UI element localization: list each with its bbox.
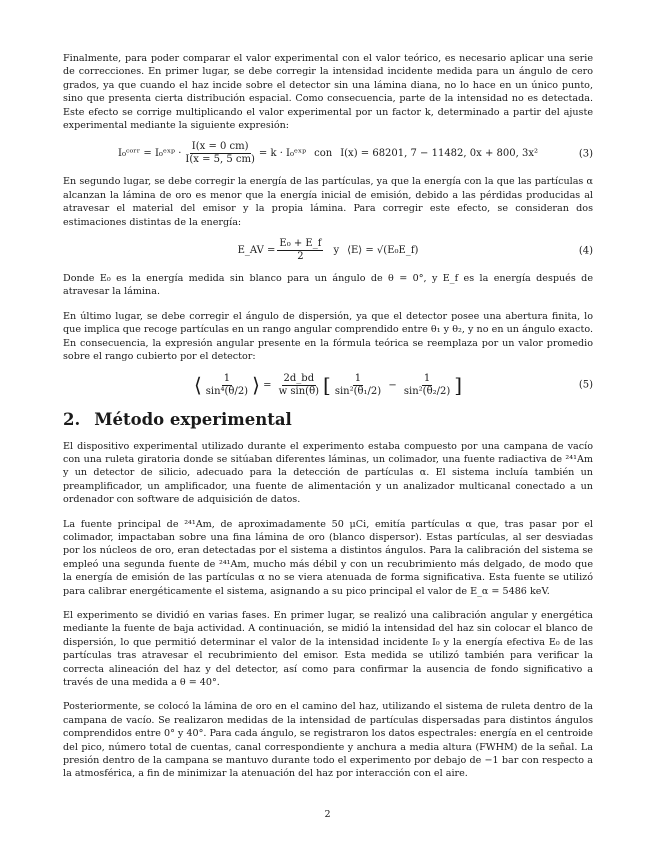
eq5-b-fraction: [402, 373, 452, 398]
eq5-left-denominator: sin⁴(θ/2): [205, 385, 249, 397]
paragraph-phases: El experimento se dividió en varias fases. En primer lugar, se realizó una calibración angular y energética mediante la fuente de baja actividad. A continuación, se midió la intensidad del haz sin colocar el blanco de dispersión, lo que permitió determinar el valor de la intensidad incidente I₀ y la energía efectiva E₀ de las partículas tras atravesar el recubrimiento del emisor. Esta medida se utilizó también para verificar la correcta alineación del haz y del detector, así como para confirmar la ausencia de fondo significativo a través de una medida a θ = 40°.: [63, 609, 593, 688]
paragraph-setup: El dispositivo experimental utilizado durante el experimento estaba compuesto por una campana de vacío con una ruleta giratoria donde se sitúaban diferentes láminas, un colimador, una fuente radiactiva de ²⁴¹Am y un detector de silicio, adecuado para la detección de partículas α. El sistema incluía también un preamplificador, un amplificador, una fuente de alimentación y un analizador multicanal conectado a un ordenador con software de adquisición de datos.: [63, 440, 593, 506]
eq5-mid-denominator: w sin(θ): [278, 385, 319, 397]
eq3-lhs: I₀ᶜᵒʳʳ = I₀ᵉˣᵖ ·: [118, 148, 182, 160]
paragraph-source: La fuente principal de ²⁴¹Am, de aproximadamente 50 μCi, emitía partículas α que, tras pasar por el colimador, impactaban sobre una fina lámina de oro (blanco dispersor). Estas partículas, al ser desviadas por los núcleos de oro, eran detectadas por el sistema a distintos ángulos. Para la calibración del sistema se empleó una segunda fuente de ²⁴¹Am, mucho más débil y con un recubrimiento más delgado, de modo que la energía de emisión de las partículas α no se viera atenuada de forma significativa. Esta fuente se utilizó para calibrar energéticamente el sistema, asignando a su pico principal el valor de E_α = 5486 keV.: [63, 518, 593, 597]
eq3-rhs: I(x) = 68201, 7 − 11482, 0x + 800, 3x²: [340, 148, 538, 160]
eq5-right-angle: ⟩: [252, 373, 260, 397]
eq4-fraction: [277, 238, 323, 263]
eq4-number: (4): [578, 245, 593, 257]
equation-3: [63, 141, 593, 166]
eq4-lhs: E_AV =: [237, 245, 276, 257]
paragraph-energy-correction: En segundo lugar, se debe corregir la energía de las partículas, ya que la energía con la que las partículas α alcanzan la lámina de oro es menor que la energía inicial de emisión, debido a las pérdidas producidas al atravesar el material del emisor y la propia lámina. Para corregir este efecto, se consideran dos estimaciones distintas de la energía:: [63, 176, 593, 228]
section-heading: [63, 410, 593, 429]
paragraph-gold-foil: Posteriormente, se colocó la lámina de oro en el camino del haz, utilizando el sistema de ruleta dentro de la campana de vacío. Se realizaron medidas de la intensidad de partículas dispersadas para distintos ángulos comprendidos entre 0° y 40°. Para cada ángulo, se registraron los datos espectrales: energía en el centroide del pico, número total de cuentas, canal correspondiente y anchura a media altura (FWHM) de la señal. La presión dentro de la campana se mantuvo durante todo el experimento por debajo de −1 bar con respecto a la atmosférica, a fin de minimizar la atenuación del haz por interacción con el aire.: [63, 701, 593, 780]
eq5-b-denominator: sin²(θ₂/2): [403, 385, 451, 397]
eq5-number: (5): [578, 379, 593, 391]
paragraph-corrections-intro: Finalmente, para poder comparar el valor experimental con el valor teórico, es necesario aplicar una serie de correcciones. En primer lugar, se debe corregir la intensidad incidente medida para un ángulo de cero grados, ya que cuando el haz incide sobre el detector sin una lámina diana, no lo hace en un único punto, sino que presenta cierta distribución espacial. Como consecuencia, parte de la intensidad no es detectada. Este efecto se corrige multiplicando el valor experimental por un factor k, determinado a partir del ajuste experimental mediante la siguiente expresión:: [63, 53, 593, 132]
equation-4: [63, 238, 593, 263]
eq4-y: y: [333, 245, 340, 257]
eq4-rhs: ⟨E⟩ = √(E₀E_f): [347, 245, 419, 257]
equation-5: ⟨ $\frac{1}{\text{sin⁴(θ/2)}}$ ⟩ = $\frac{2d\_bd}{\text{w sin(θ)}}$ [ $\frac{1}{\text{sin²(θ₁/2)}}$ − $\frac{1}{\text{sin²(θ₂/2)}}$ ] (5): [193, 372, 593, 397]
eq5-a-fraction: [333, 373, 383, 398]
page-number: 2: [324, 809, 331, 820]
eq4-denominator: 2: [297, 251, 304, 263]
eq5-b-numerator: 1: [423, 372, 431, 384]
eq5-right-bracket: ]: [454, 373, 463, 397]
eq3-fraction: [183, 141, 256, 166]
eq3-con: con: [314, 148, 333, 160]
eq5-a-denominator: sin²(θ₁/2): [334, 385, 382, 397]
eq3-middle: = k · I₀ᵉˣᵖ: [258, 148, 307, 160]
eq3-numerator: I(x = 0 cm): [191, 141, 249, 153]
eq5-left-fraction: [204, 373, 250, 398]
paragraph-angle-correction: En último lugar, se debe corregir el ángulo de dispersión, ya que el detector posee una abertura finita, lo que implica que recoge partículas en un rango angular comprendido entre θ₁ y θ₂, y no en un ángulo exacto. En consecuencia, la expresión angular presente en la fórmula teórica se reemplaza por un valor promedio sobre el rango cubierto por el detector:: [63, 310, 593, 363]
eq3-number: (3): [578, 148, 593, 160]
section-number: 2.: [63, 409, 81, 429]
page-content: [63, 52, 593, 781]
eq3-denominator: I(x = 5, 5 cm): [185, 154, 255, 166]
eq4-numerator: E₀ + E_f: [279, 238, 322, 250]
paragraph-energy-definitions: Donde E₀ es la energía medida sin blanco para un ángulo de θ = 0°, y E_f es la energía después de atravesar la lámina.: [63, 273, 593, 298]
eq5-a-numerator: 1: [354, 372, 362, 384]
eq5-left-bracket: [: [323, 373, 331, 397]
eq5-left-angle: ⟨: [193, 373, 202, 397]
section-title: Método experimental: [94, 409, 292, 429]
eq5-left-numerator: 1: [223, 372, 231, 384]
eq5-mid-fraction: [277, 373, 321, 398]
eq5-mid-numerator: 2d_bd: [283, 372, 315, 384]
